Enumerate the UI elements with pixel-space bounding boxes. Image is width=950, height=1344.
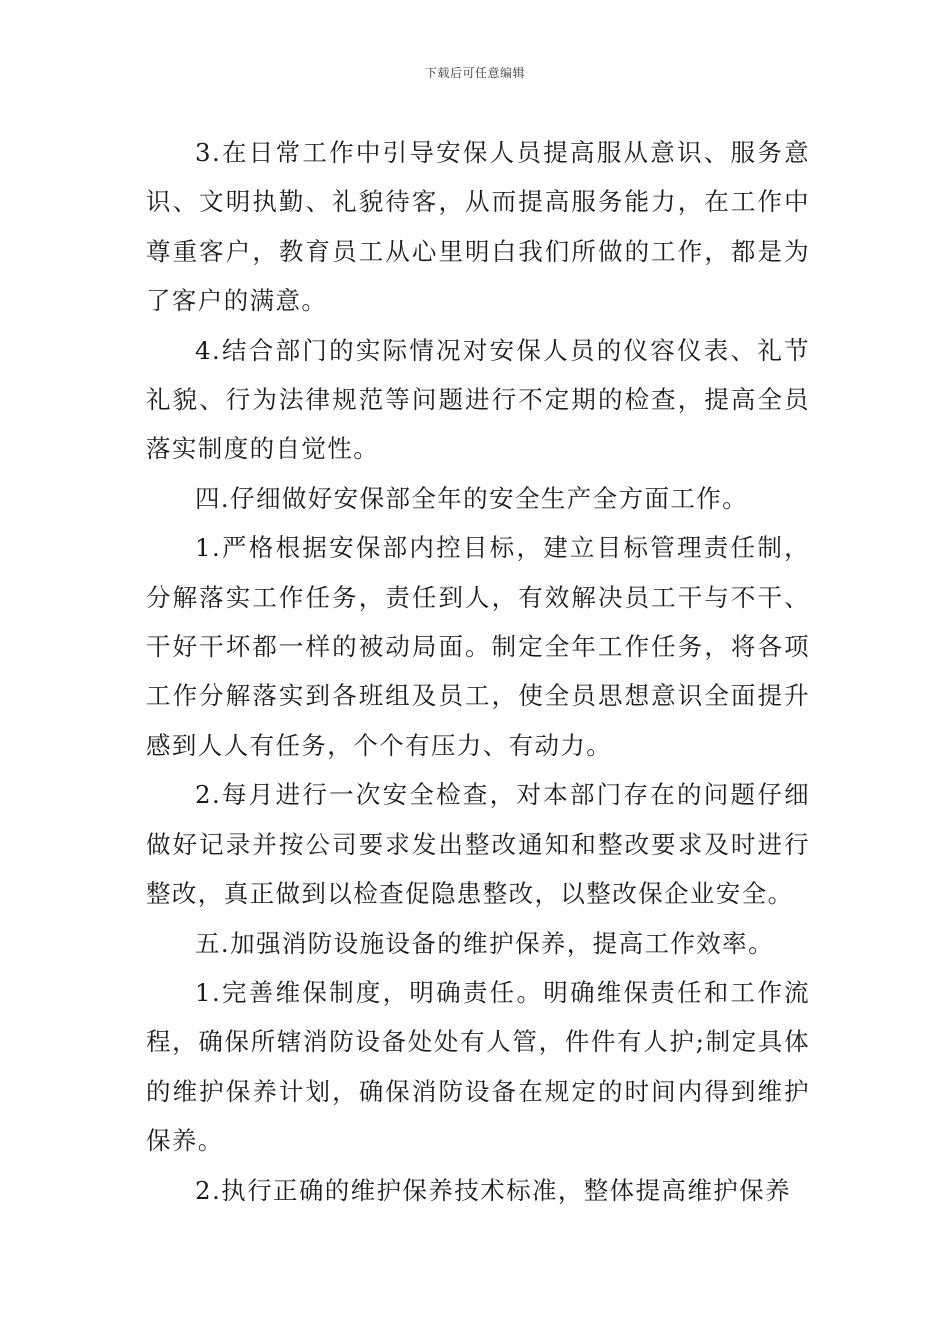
header-note: 下载后可任意编辑 <box>424 66 525 80</box>
paragraph-item-4-inspection: 4.结合部门的实际情况对安保人员的仪容仪表、礼节礼貌、行为法律规范等问题进行不定期的检查，提高全员落实制度的自觉性。 <box>146 335 810 464</box>
paragraph-item-2-monthly-check: 2.每月进行一次安全检查，对本部门存在的问题仔细做好记录并按公司要求发出整改通知和整改要求及时进行整改，真正做到以检查促隐患整改，以整改保企业安全。 <box>146 780 810 909</box>
section-heading-4: 四.仔细做好安保部全年的安全生产全方面工作。 <box>195 483 749 513</box>
document-body <box>146 128 810 1215</box>
paragraph-item-3-courtesy: 3.在日常工作中引导安保人员提高服从意识、服务意识、文明执勤、礼貌待客，从而提高服务能力，在工作中尊重客户，教育员工从心里明白我们所做的工作，都是为了客户的满意。 <box>146 138 810 316</box>
section-heading-5: 五.加强消防设施设备的维护保养，提高工作效率。 <box>195 928 774 958</box>
paragraph-item-2-technical-standard: 2.执行正确的维护保养技术标准，整体提高维护保养 <box>195 1175 791 1205</box>
paragraph-item-1-responsibility: 1.严格根据安保部内控目标，建立目标管理责任制，分解落实工作任务，责任到人，有效解决员工干与不干、干好干坏都一样的被动局面。制定全年工作任务，将各项工作分解落实到各班组及员工，使全员思想意识全面提升感到人人有任务，个个有压力、有动力。 <box>146 533 810 760</box>
paragraph-item-1-maintenance-system: 1.完善维保制度，明确责任。明确维保责任和工作流程，确保所辖消防设备处处有人管，件件有人护;制定具体的维护保养计划，确保消防设备在规定的时间内得到维护保养。 <box>146 977 810 1156</box>
